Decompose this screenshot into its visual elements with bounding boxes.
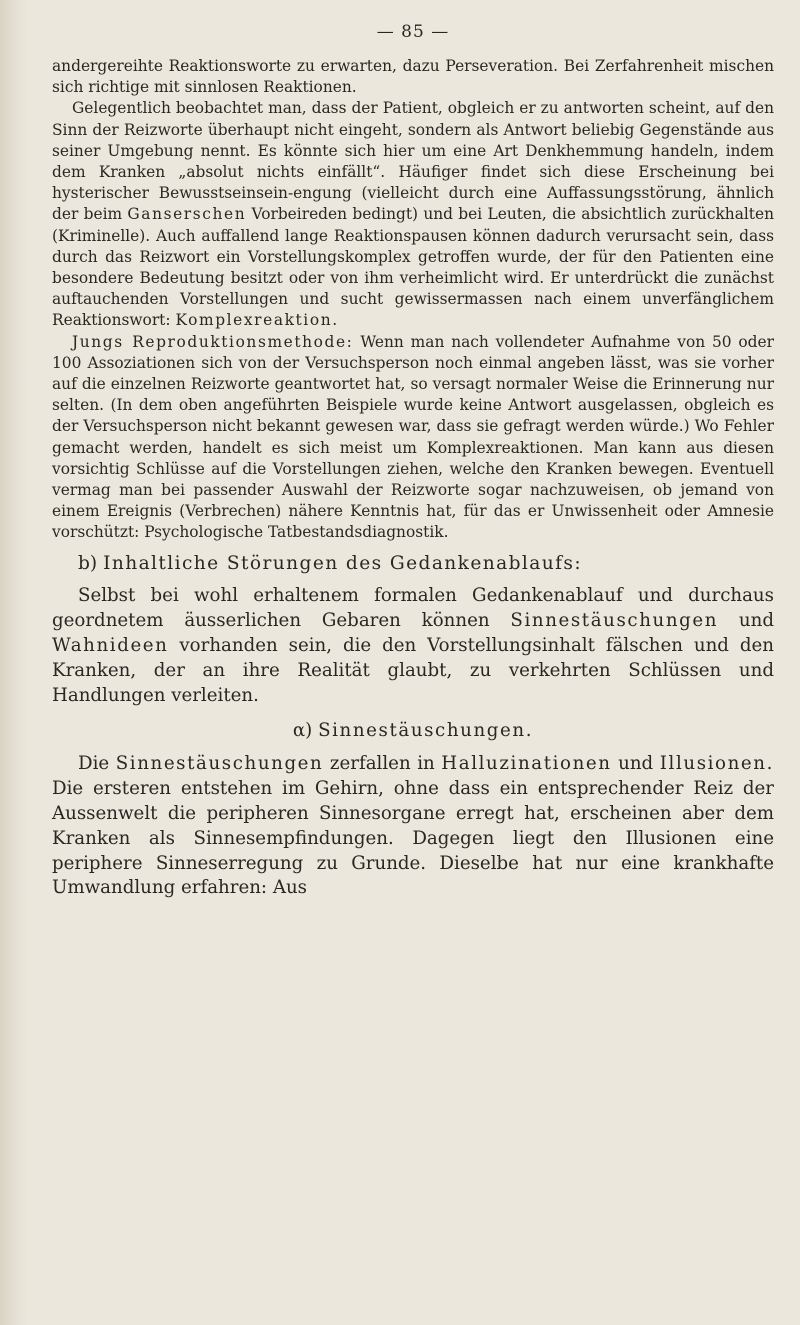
term-sinnestaeuschungen: Sinnestäuschungen <box>510 610 719 632</box>
section-b-heading <box>52 552 774 577</box>
paragraph-content-disorders <box>52 584 774 708</box>
paragraph-text: und <box>718 610 774 632</box>
section-title: Inhaltliche Störungen des Gedankenablaufs: <box>103 552 583 574</box>
term-sinnestaeuschungen: Sinnestäuschungen <box>115 753 324 775</box>
paragraph-reproduction-method <box>52 332 774 544</box>
paragraph-text: und <box>611 753 660 775</box>
section-title: Sinnestäuschungen. <box>318 720 534 742</box>
term-illusionen: Illusionen. <box>659 753 774 775</box>
section-b-body <box>52 584 774 708</box>
paragraph-hallucinations <box>52 752 774 901</box>
section-alpha-body <box>52 752 774 901</box>
person-name-ganser: Ganserschen <box>127 205 247 224</box>
paragraph-text: andergereihte Reaktionsworte zu erwarten, dazu Perseveration. Bei Zerfahrenheit mischen sich richtige mit sinnlosen Reaktionen. <box>52 57 774 97</box>
book-page <box>52 18 774 901</box>
section-label: b) <box>78 552 104 574</box>
small-print-section <box>52 56 774 544</box>
paragraph-text: Gelegentlich beobachtet man, dass der Patient, obgleich er zu antworten scheint, auf den Sinn der Reizworte überhaupt nicht eingeht, sondern als Antwort beliebig Gegenstände aus seiner Umgebung nennt. Es könnte sich hier um eine Art Denkhemmung handeln, indem dem Kranken „absolut nichts einfällt“. Häufiger findet sich diese Erscheinung bei hysterischer Bewusstseinsein-engung (vielleicht durch eine Auffassungsstörung, ähnlich der beim <box>52 99 774 224</box>
paragraph-text: Die ersteren entstehen im Gehirn, ohne dass ein entsprechender Reiz der Aussenwelt die peripheren Sinnesorgane erregt hat, erscheinen aber dem Kranken als Sinnesempfindungen. Dagegen liegt den Illusionen eine periphere Sinneserregung zu Grunde. Dieselbe hat nur eine krankhafte Umwandlung erfahren: Aus <box>52 778 774 899</box>
section-alpha-heading <box>52 718 774 744</box>
paragraph-text: vorhanden sein, die den Vorstellungsinhalt fälschen und den Kranken, der an ihre Realität glaubt, zu verkehrten Schlüssen und Handlungen verleiten. <box>52 635 774 706</box>
paragraph-continuation <box>52 56 774 98</box>
paragraph-complex-reaction <box>52 98 774 331</box>
term-wahnideen: Wahnideen <box>52 635 169 657</box>
section-label: α) <box>292 720 319 742</box>
term-halluzinationen: Halluzinationen <box>441 753 612 775</box>
paragraph-text: Selbst bei wohl erhaltenem formalen Gedankenablauf und durchaus geordnetem äusserlichen Gebaren können <box>52 585 774 632</box>
term-komplexreaktion: Komplexreaktion. <box>175 311 339 330</box>
paragraph-text: Vorbeireden bedingt) und bei Leuten, die absichtlich zurückhalten (Kriminelle). Auch auffallend lange Reaktionspausen können dadurch verursacht sein, dass durch das Reizwort ein Vorstellungskomplex getroffen wurde, der für den Patienten eine besondere Bedeutung besitzt oder von ihm verheimlicht wird. Er unterdrückt die zunächst auftauchenden Vorstellungen und sucht gewissermassen nach einem unverfänglichem Reaktionswort: <box>52 205 774 330</box>
page-number: — 85 — <box>376 22 450 42</box>
paragraph-text: zerfallen in <box>323 753 442 775</box>
scan-shadow-edge <box>0 0 28 1325</box>
paragraph-text: Wenn man nach vollendeter Aufnahme von 50 oder 100 Assoziationen sich von der Versuchsperson noch einmal angeben lässt, was sie vorher auf die einzelnen Reizworte geantwortet hat, so versagt normaler Weise die Erinnerung nur selten. (In dem oben angeführten Beispiele wurde keine Antwort ausgelassen, obgleich es der Versuchsperson nicht bekannt gewesen war, dass sie gefragt werden würde.) Wo Fehler gemacht werden, handelt es sich meist um Komplexreaktionen. Man kann aus diesen vorsichtig Schlüsse auf die Vorstellungen ziehen, welche den Kranken bewegen. Eventuell vermag man bei passender Auswahl der Reizworte sogar nachzuweisen, ob jemand von einem Ereignis (Verbrechen) nähere Kenntnis hat, für das er Unwissenheit oder Amnesie vorschützt: Psychologische Tatbestandsdiagnostik. <box>52 332 775 542</box>
paragraph-text: Die <box>78 753 116 775</box>
term-reproduction-method: Jungs Reproduktionsmethode: <box>72 332 354 351</box>
